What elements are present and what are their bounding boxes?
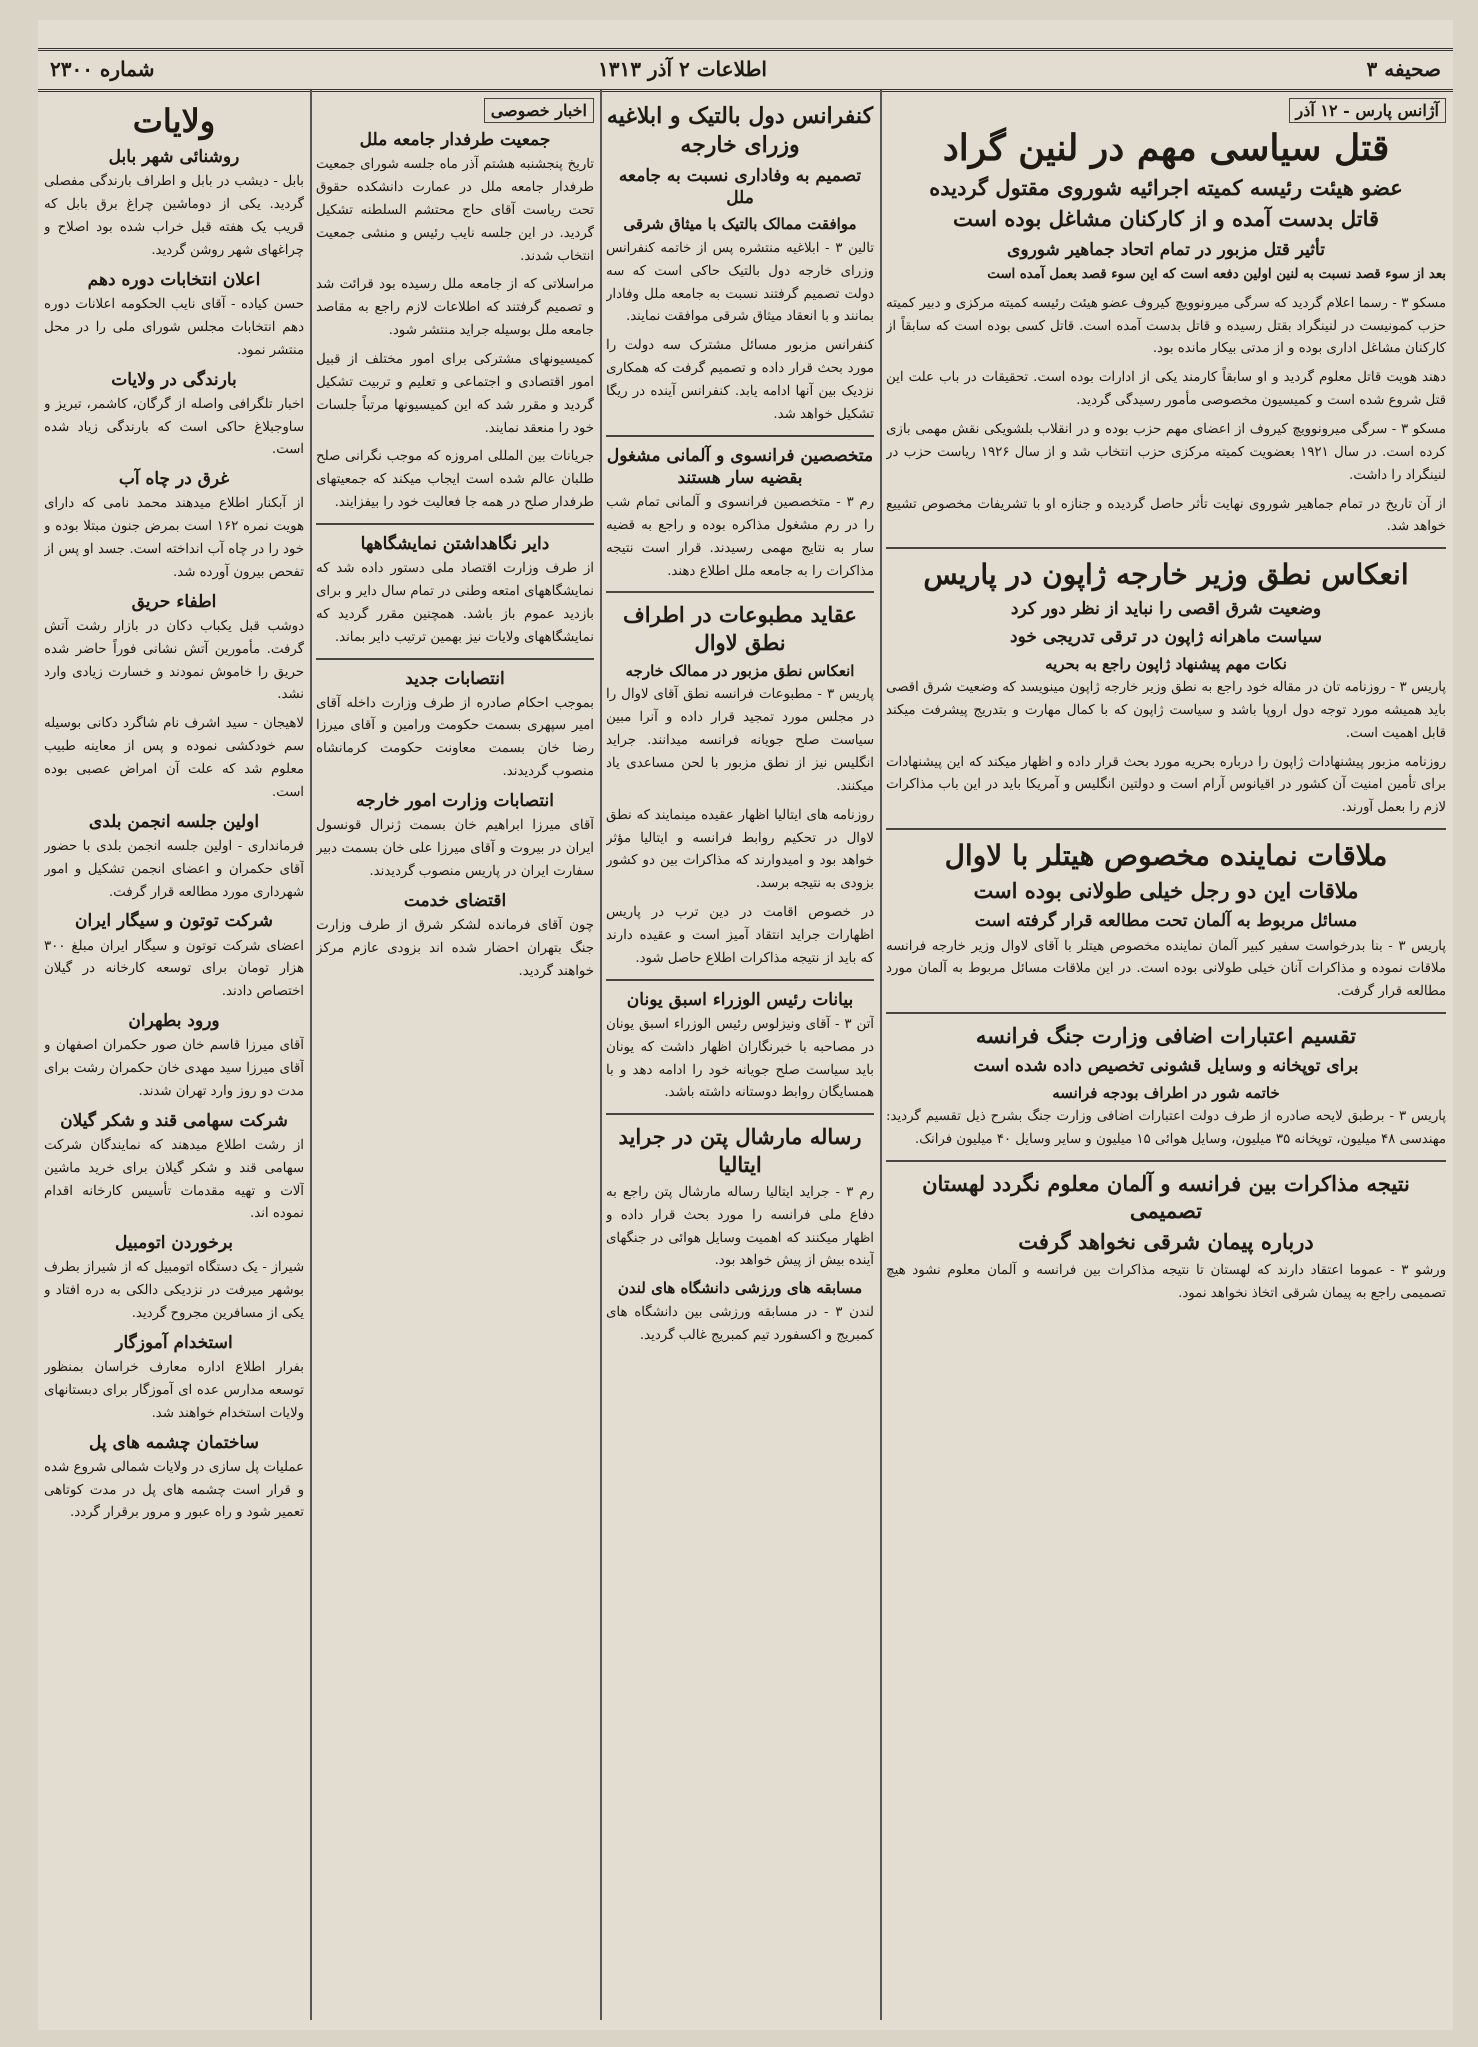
paragraph: اعضای شرکت توتون و سیگار ایران مبلغ ۳۰۰ هزار تومان برای توسعه کارخانه در گیلان اختصاص دادند.	[44, 938, 304, 1000]
headline: انتصابات جدید	[405, 668, 505, 689]
paragraph: بموجب احکام صادره از طرف وزارت داخله آقای امیر سپهری بسمت حکومت ورامین و آقای میرزا رضا خان بسمت معاونت حکومت کرمانشاه منصوب گردیدند.	[316, 695, 594, 780]
masthead-bar	[38, 48, 1453, 92]
subheadline: سیاست ماهرانه ژاپون در ترقی تدریجی خود	[1010, 627, 1322, 648]
issue-date: اطلاعات ۲ آذر ۱۳۱۳	[598, 57, 767, 81]
paragraph: مراسلاتی که از جامعه ملل رسیده بود قرائت شد و تصمیم گرفتند که اطلاعات لازم راجع به مقاصد جامعه ملل بوسیله جراید منتشر شود.	[316, 277, 594, 339]
paragraph: آتن ۳ - آقای ونیزلوس رئیس الوزراء اسبق یونان در مصاحبه با خبرنگاران اظهار داشت که یونان باید سیاست صلح جویانه خود را ادامه دهد و با همسایگان روابط دوستانه داشته باشد.	[606, 1016, 874, 1101]
divider	[886, 1160, 1446, 1162]
headline: انعکاس نطق وزیر خارجه ژاپون در پاریس	[923, 558, 1409, 592]
divider	[886, 828, 1446, 830]
column-rule	[310, 90, 312, 2020]
headline: رساله مارشال پتن در جراید ایتالیا	[618, 1124, 862, 1177]
subheadline: برای توپخانه و وسایل قشونی تخصیص داده شده است	[973, 1056, 1359, 1077]
headline: ملاقات نماینده مخصوص هیتلر با لاوال	[944, 839, 1388, 873]
paragraph: اخبار تلگرافی واصله از گرگان، کاشمر، تبریز و ساوجبلاغ حاکی است که بارندگی زیاد شده است.	[44, 396, 304, 458]
column-rule	[600, 90, 602, 2020]
headline: روشنائی شهر بابل	[108, 147, 240, 168]
headline: تقسیم اعتبارات اضافی وزارت جنگ فرانسه	[975, 1023, 1357, 1049]
divider	[886, 547, 1446, 549]
paragraph: جریانات بین المللی امروزه که موجب نگرانی صلح طلبان عالم شده است ایجاب میکند که جمعیتهای طرفدار صلح در همه جا فعالیت خود را بیفزایند.	[316, 449, 594, 511]
headline: غرق در چاه آب	[118, 469, 230, 490]
paragraph: پاریس ۳ - بنا بدرخواست سفیر کبیر آلمان نماینده مخصوص هیتلر با آقای لاوال وزیر خارجه فرانسه ملاقات نموده و مذاکرات آنان خیلی طولانی بوده است. در این ملاقات مسائل مربوط به آلمان مورد مطالعه قرار گرفت.	[886, 938, 1446, 1000]
paragraph: مسکو ۳ - رسما اعلام گردید که سرگی میرونوویچ کیروف عضو هیئت رئیسه کمیته مرکزی و دبیر کمیته حزب کمونیست در لنینگراد بقتل رسیده و قاتل بدست آمده است. قاتل کسی بوده است که سابقاً از کارکنان مشاغل اداری بوده و از مدتی بیکار مانده بود.	[886, 295, 1446, 357]
paragraph: تالین ۳ - ابلاغیه منتشره پس از خاتمه کنفرانس وزرای خارجه دول بالتیک حاکی است که سه دولت تصمیم گرفتند نسبت به جامعه ملل وفادار بمانند و با انعقاد میثاق شرقی موافقت نمایند.	[606, 240, 874, 325]
page-number: صحیفه ۳	[1366, 57, 1441, 81]
paragraph: آقای میرزا قاسم خان صور حکمران اصفهان و آقای میرزا سید مهدی خان حکمران رشت برای مدت دو روز وارد تهران شدند.	[44, 1038, 304, 1099]
subheadline: مسائل مربوط به آلمان تحت مطالعه قرار گرفته است	[974, 911, 1358, 932]
headline: شرکت سهامی قند و شکر گیلان	[60, 1110, 288, 1131]
paragraph: دوشب قبل یکباب دکان در بازار رشت آتش گرفت. مأمورین آتش نشانی فوراً حاضر شده حریق را خاموش نمودند و خسارت زیادی وارد نشد.	[44, 618, 304, 703]
divider	[316, 658, 594, 660]
paragraph: فرمانداری - اولین جلسه انجمن بلدی با حضور آقای حکمران و اعضای انجمن تشکیل و امور شهرداری مورد مطالعه قرار گرفت.	[44, 838, 304, 900]
subheadline: خاتمه شور در اطراف بودجه فرانسه	[1052, 1083, 1280, 1102]
paragraph: عملیات پل سازی در ولایات شمالی شروع شده و قرار است چشمه های پل در مدت کوتاهی تعمیر شود و راه عبور و مرور برقرار گردد.	[44, 1459, 304, 1521]
headline: استخدام آموزگار	[115, 1332, 233, 1353]
headline: انتصابات وزارت امور خارجه	[356, 791, 554, 812]
paragraph: دهند هویت قاتل معلوم گردید و او سابقاً کارمند یکی از ادارات بوده است. تحقیقات در باب علت این قتل شروع شده است و کمیسیون مخصوصی مأمور رسیدگی گردید.	[886, 370, 1446, 409]
column-provinces	[44, 98, 304, 2023]
column-private-news	[316, 98, 594, 2023]
subheadline: قاتل بدست آمده و از کارکنان مشاغل بوده است	[952, 206, 1380, 232]
column-foreign-news	[606, 98, 874, 2023]
paragraph: مسکو ۳ - سرگی میرونوویچ کیروف از اعضای مهم حزب بوده و در انقلاب بلشویکی نقش مهمی بازی کرده است. در سال ۱۹۲۱ بعضویت کمیته مرکزی حزب انتخاب شد و از سال ۱۹۲۶ ریاست حزب در لنینگراد را داشت.	[886, 422, 1446, 483]
headline: اعلان انتخابات دوره دهم	[87, 269, 261, 290]
paragraph: از رشت اطلاع میدهند که نمایندگان شرکت سهامی قند و شکر گیلان برای خرید ماشین آلات و تهیه مقدمات تأسیس کارخانه اقدام نموده اند.	[44, 1137, 304, 1222]
divider	[316, 523, 594, 525]
paragraph: رم ۳ - جراید ایتالیا رساله مارشال پتن راجع به دفاع ملی فرانسه را مورد بحث قرار داده و اظهار میکنند که اهمیت وسایل هوائی در جنگهای آینده بیش از پیش خواهد بود.	[606, 1184, 874, 1269]
headline: بیانات رئیس الوزراء اسبق یونان	[626, 989, 854, 1010]
headline: دایر نگاهداشتن نمایشگاهها	[360, 533, 550, 554]
subheadline: نکات مهم پیشنهاد ژاپون راجع به بحریه	[1045, 654, 1287, 673]
headline: اقتضای خدمت	[403, 890, 507, 911]
headline: مسابقه های ورزشی دانشگاه های لندن	[617, 1279, 863, 1298]
paragraph: شیراز - یک دستگاه اتومبیل که از شیراز بطرف بوشهر میرفت در نزدیکی دالکی به دره افتاد و یکی از مسافرین مجروح گردید.	[44, 1260, 304, 1322]
subheadline: عضو هیئت رئیسه کمیته اجرائیه شوروی مقتول گردیده	[929, 175, 1403, 201]
headline: اطفاء حریق	[131, 591, 217, 612]
paragraph: کمیسیونهای مشترکی برای امور مختلف از قبیل امور اقتصادی و اجتماعی و تعلیم و تربیت تشکیل گردید و مقرر شد که این کمیسیونها مرتباً جلسات خود را منعقد نمایند.	[316, 351, 594, 436]
divider	[886, 1012, 1446, 1014]
paragraph: در خصوص اقامت در دین ترب در پاریس اظهارات جراید انتقاد آمیز است و عقیده دارند که باید از نتیجه مذاکرات اطلاع حاصل شود.	[606, 905, 874, 966]
headline: جمعیت طرفدار جامعه ملل	[359, 130, 551, 150]
column-rule	[880, 90, 882, 2020]
paragraph: از آن تاریخ در تمام جماهیر شوروی نهایت تأثر حاصل گردیده و جنازه او با تشریفات مخصوص تشییع خواهد شد.	[886, 496, 1446, 535]
issue-number: شماره ۲۳۰۰	[50, 57, 155, 81]
paragraph: لاهیجان - سید اشرف نام شاگرد دکانی بوسیله سم خودکشی نموده و پس از معاینه طبیب معلوم شد که علت آن امراض عصبی بوده است.	[44, 716, 304, 800]
section-label: اخبار خصوصی	[484, 98, 594, 123]
paragraph: ورشو ۳ - عموما اعتقاد دارند که لهستان تا نتیجه مذاکرات بین فرانسه و آلمان معلوم نشود هیچ تصمیمی راجع به پیمان شرقی اتخاذ نخواهد نمود.	[886, 1262, 1446, 1301]
newspaper-page	[38, 20, 1453, 2030]
lead-paragraph: بعد از سوء قصد نسبت به لنین اولین دفعه است که این سوء قصد بعمل آمده است	[987, 266, 1446, 282]
headline: شرکت توتون و سیگار ایران	[75, 911, 273, 932]
divider	[606, 591, 874, 593]
paragraph: تاریخ پنجشنبه هشتم آذر ماه جلسه شورای جمعیت طرفدار جامعه ملل در عمارت دانشکده حقوق تحت ریاست آقای حاج محتشم السلطنه تشکیل گردید. در این جلسه نایب رئیس و منشی جمعیت انتخاب شدند.	[316, 157, 594, 264]
headline: اولین جلسه انجمن بلدی	[88, 811, 260, 832]
headline: بارندگی در ولایات	[111, 369, 237, 390]
paragraph: بابل - دیشب در بابل و اطراف بارندگی مفصلی گردید. یکی از دوماشین چراغ برق بابل که قریب یک هفته قبل خراب شده بود اصلاح و چراغهای شهر روشن گردید.	[44, 174, 304, 259]
headline: کنفرانس دول بالتیک و ابلاغیه وزرای خارجه	[606, 103, 874, 158]
paragraph: رم ۳ - متخصصین فرانسوی و آلمانی تمام شب را در رم مشغول مذاکره بوده و راجع به قضیه سار به نتایج مهمی رسیدند. قرار است نتیجه مذاکرات را به جامعه ملل اطلاع دهند.	[606, 494, 874, 579]
paragraph: پاریس ۳ - روزنامه تان در مقاله خود راجع به نطق وزیر خارجه ژاپون مینویسد که وضعیت شرق اقصی باید همیشه مورد توجه دول اروپا باشد و سیاست ژاپون که با کمال مهارت و بتدریج پیشرفت میکند قابل اهمیت است.	[886, 680, 1446, 741]
subheadline: وضعیت شرق اقصی را نباید از نظر دور کرد	[1010, 599, 1322, 620]
subheadline: انعکاس نطق مزبور در ممالک خارجه	[625, 661, 855, 680]
paragraph: پاریس ۳ - مطبوعات فرانسه نطق آقای لاوال را در مجلس مورد تمجید قرار داده و آنرا مبین سیاست صلح جویانه فرانسه میدانند. جراید انگلیس نیز از نطق مزبور با لحن مساعدی یاد میکنند.	[606, 687, 874, 794]
subheadline: تأثیر قتل مزبور در تمام اتحاد جماهیر شوروی	[1007, 239, 1325, 260]
paragraph: حسن کیاده - آقای نایب الحکومه اعلانات دوره دهم انتخابات مجلس شورای ملی را در محل منتشر نمود.	[44, 297, 304, 358]
headline: برخوردن اتومبیل	[114, 1233, 234, 1254]
paragraph: بفرار اطلاع اداره معارف خراسان بمنظور توسعه مدارس عده ای آموزگار برای دبستانهای ولایات استخدام خواهند شد.	[44, 1360, 304, 1421]
headline: ورود بطهران	[128, 1011, 220, 1032]
subheadline: تصمیم به وفاداری نسبت به جامعه ملل	[618, 166, 862, 209]
subheadline: درباره پیمان شرقی نخواهد گرفت	[1018, 1229, 1314, 1255]
agency-label: آژانس پارس - ۱۲ آذر	[1289, 98, 1446, 123]
paragraph: از آبکنار اطلاع میدهند محمد نامی که دارای هویت نمره ۱۶۲ است بمرض جنون مبتلا بوده و خود را در چاه آب انداخته است. جسد او پس از تفحص بیرون آورده شد.	[44, 496, 304, 580]
headline: متخصصین فرانسوی و آلمانی مشغول بقضیه سار هستند	[606, 445, 874, 488]
paragraph: آقای میرزا ابراهیم خان بسمت ژنرال قونسول ایران در بیروت و آقای میرزا علی خان بسمت دبیر سفارت ایران در پاریس منصوب گردیدند.	[316, 818, 594, 879]
paragraph: لندن ۳ - در مسابقه ورزشی بین دانشگاه های کمبریج و اکسفورد تیم کمبریج غالب گردید.	[606, 1304, 874, 1343]
column-main	[886, 98, 1446, 2023]
subheadline: موافقت ممالک بالتیک با میثاق شرقی	[623, 215, 857, 234]
divider	[606, 1113, 874, 1115]
paragraph: پاریس ۳ - برطبق لایحه صادره از طرف دولت اعتبارات اضافی وزارت جنگ بشرح ذیل تقسیم گردید: مهندسی ۴۸ میلیون، توپخانه ۳۵ میلیون، وسایل هوائی ۱۵ میلیون و سایر وسایل ۴۰ میلیون فرانک.	[886, 1109, 1446, 1147]
divider	[606, 435, 874, 437]
section-title: ولایات	[132, 102, 216, 140]
subheadline: ملاقات این دو رجل خیلی طولانی بوده است	[973, 878, 1359, 904]
paragraph: کنفرانس مزبور مسائل مشترک سه دولت را مورد بحث قرار داده و تصمیم گرفت که همکاری نزدیک بین آنها ادامه یابد. کنفرانس آینده در ریگا تشکیل خواهد شد.	[606, 338, 874, 422]
headline: نتیجه مذاکرات بین فرانسه و آلمان معلوم نگردد لهستان تصمیمی	[922, 1170, 1410, 1224]
headline: ساختمان چشمه های پل	[89, 1432, 259, 1453]
divider	[606, 979, 874, 981]
headline: عقاید مطبوعات در اطراف نطق لاوال	[623, 602, 857, 655]
paragraph: روزنامه مزبور پیشنهادات ژاپون را درباره بحریه مورد بحث قرار داده و اظهار میکند که این پیشنهادات برای تأمین امنیت آن کشور در اقیانوس آرام است و دولتین انگلیس و آمریکا باید در این باب مذاکرات لازم را بعمل آورند.	[886, 754, 1446, 816]
paragraph: چون آقای فرمانده لشکر شرق از طرف وزارت جنگ بتهران احضار شده اند بزودی عازم مرکز خواهند گردید.	[316, 917, 594, 979]
headline: قتل سیاسی مهم در لنین گراد	[942, 127, 1390, 169]
paragraph: روزنامه های ایتالیا اظهار عقیده مینمایند که نطق لاوال در تحکیم روابط فرانسه و ایتالیا مؤثر خواهد بود و امیدوارند که مذاکرات بین دو کشور بزودی به نتیجه برسد.	[606, 807, 874, 892]
paragraph: از طرف وزارت اقتصاد ملی دستور داده شد که نمایشگاههای امتعه وطنی در تمام سال دایر و برای بازدید عموم باز باشد. همچنین مقرر گردید که نمایشگاههای ولایات نیز بهمین ترتیب دایر بماند.	[316, 561, 594, 645]
